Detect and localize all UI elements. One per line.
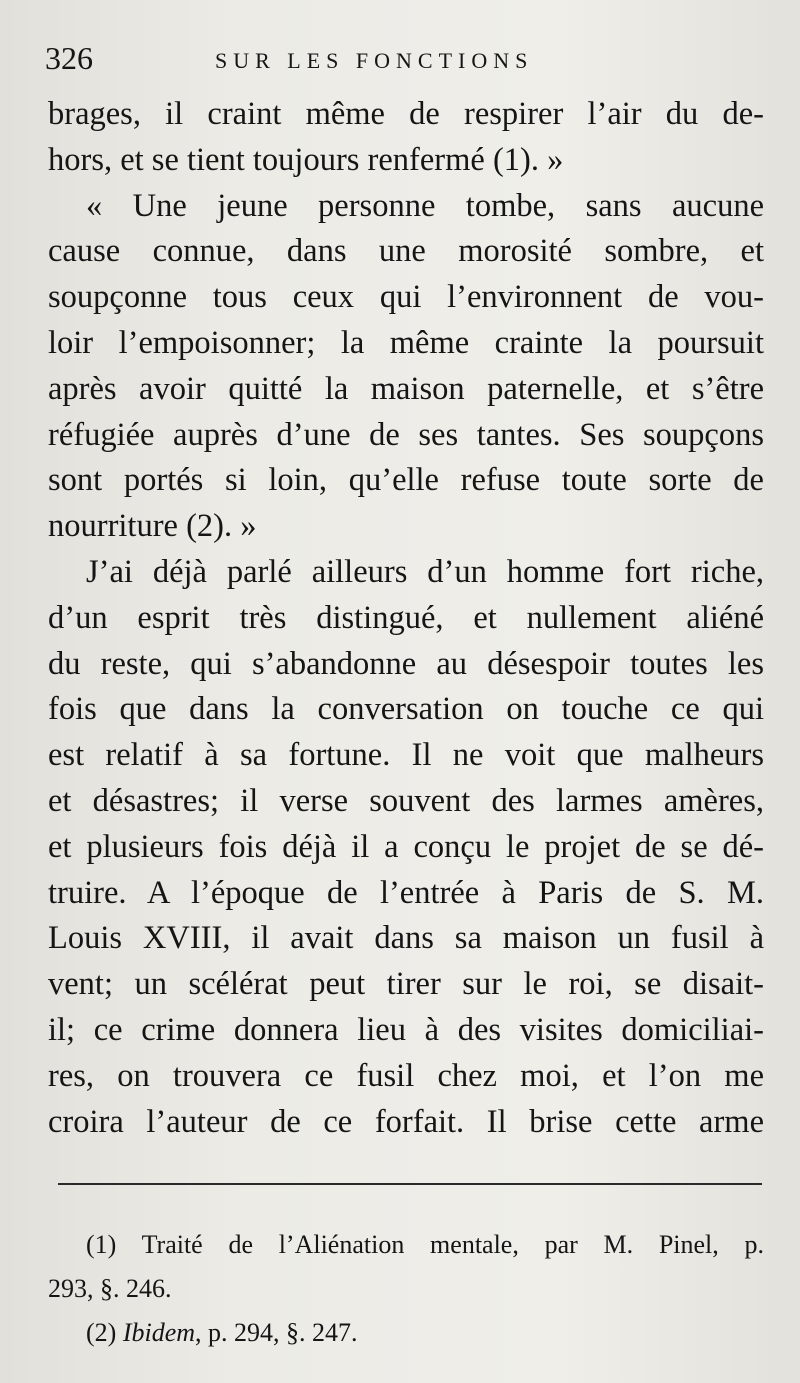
text-line: est relatif à sa fortune. Il ne voit que malheurs [48, 737, 764, 774]
running-head: SUR LES FONCTIONS [215, 48, 534, 73]
text-line: et plusieurs fois déjà il a conçu le projet de se dé- [48, 828, 764, 865]
text-line: sont portés si loin, qu’elle refuse toute sorte de [48, 462, 764, 499]
body-text [48, 92, 764, 1145]
text-line: après avoir quitté la maison paternelle, et s’être [48, 370, 764, 407]
footnote-2-reference: , p. 294, §. 247. [195, 1318, 358, 1347]
text-line: truire. A l’époque de l’entrée à Paris de S. M. [48, 874, 764, 911]
text-line: Louis XVIII, il avait dans sa maison un fusil à [48, 920, 764, 957]
text-line: nourriture (2). » [48, 508, 257, 545]
text-line: réfugiée auprès d’une de ses tantes. Ses soupçons [48, 416, 764, 453]
footnote-2-marker: (2) [86, 1318, 117, 1347]
footnote-2 [48, 1311, 764, 1355]
text-line: cause connue, dans une morosité sombre, et [48, 233, 764, 270]
text-line: hors, et se tient toujours renfermé (1). » [48, 141, 564, 178]
text-line: et désastres; il verse souvent des larmes amères, [48, 782, 764, 819]
text-line: « Une jeune personne tombe, sans aucune [86, 187, 764, 224]
footnote-divider [58, 1183, 762, 1185]
footnote-1-line-1: (1) Traité de l’Aliénation mentale, par M. Pinel, p. [86, 1230, 764, 1259]
text-line: brages, il craint même de respirer l’air du de- [48, 96, 764, 132]
footnotes [48, 1223, 764, 1355]
footnote-1-line-2: 293, §. 246. [48, 1274, 172, 1303]
text-line: du reste, qui s’abandonne au désespoir toutes les [48, 645, 764, 682]
footnote-2-ibidem: Ibidem [122, 1318, 196, 1347]
text-line: J’ai déjà parlé ailleurs d’un homme fort riche, [86, 553, 764, 590]
text-line: croira l’auteur de ce forfait. Il brise cette arme [48, 1103, 764, 1140]
page-number: 326 [45, 40, 93, 76]
text-line: res, on trouvera ce fusil chez moi, et l’on me [48, 1057, 764, 1094]
text-line: loir l’empoisonner; la même crainte la poursuit [48, 324, 764, 361]
text-line: vent; un scélérat peut tirer sur le roi, se disait- [48, 966, 764, 1003]
text-line: il; ce crime donnera lieu à des visites domiciliai- [48, 1011, 764, 1048]
text-line: d’un esprit très distingué, et nullement aliéné [48, 599, 764, 636]
text-line: fois que dans la conversation on touche ce qui [48, 691, 764, 728]
page-header [45, 40, 765, 80]
text-line: soupçonne tous ceux qui l’environnent de vou- [48, 279, 764, 316]
